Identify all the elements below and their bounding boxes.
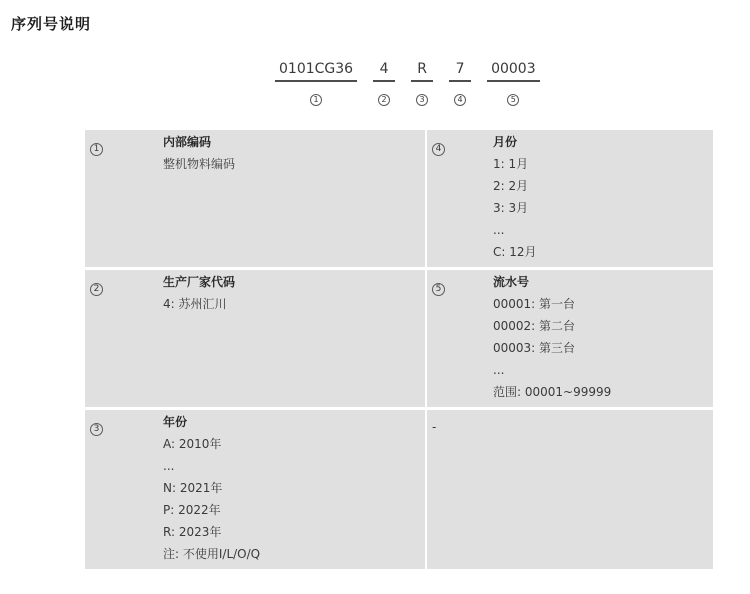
circled-number: 5 <box>432 283 445 296</box>
cell-line: ... <box>493 363 505 377</box>
cell-line: 注: 不使用I/L/O/Q <box>163 547 261 561</box>
cell-line: 00003: 第三台 <box>493 341 576 355</box>
table-cell-left <box>85 270 425 407</box>
cell-heading: 生产厂家代码 <box>163 275 236 289</box>
table-row <box>85 410 713 569</box>
circled-number: 1 <box>90 143 103 156</box>
serial-segment-marker <box>416 87 428 106</box>
serial-segment <box>449 60 471 106</box>
circled-number: 5 <box>507 94 519 106</box>
serial-segment-marker <box>310 87 322 106</box>
cell-line: 00001: 第一台 <box>493 297 576 311</box>
marker-column <box>90 131 163 175</box>
cell-line: P: 2022年 <box>163 503 221 517</box>
circled-number: 3 <box>416 94 428 106</box>
cell-line: R: 2023年 <box>163 525 222 539</box>
cell-heading: 内部编码 <box>163 135 212 149</box>
circled-number: 4 <box>432 143 445 156</box>
table-cell-right <box>427 130 713 267</box>
table-cell-right <box>427 270 713 407</box>
serial-segment-value: 4 <box>373 60 395 82</box>
page-title: 序列号说明 <box>11 15 92 33</box>
serial-segment-value: R <box>411 60 433 82</box>
cell-line: ... <box>493 223 505 237</box>
serial-number-diagram <box>275 60 540 106</box>
cell-line: 2: 2月 <box>493 179 529 193</box>
cell-line: ... <box>163 459 175 473</box>
cell-grid <box>90 271 425 315</box>
marker-column <box>90 411 163 565</box>
cell-heading: 月份 <box>493 135 518 149</box>
serial-segment-marker <box>507 87 519 106</box>
cell-line: A: 2010年 <box>163 437 222 451</box>
cell-grid <box>432 131 713 263</box>
cell-line: 3: 3月 <box>493 201 529 215</box>
marker-column <box>432 271 493 403</box>
serial-segment-value: 00003 <box>487 60 540 82</box>
circled-number: 2 <box>90 283 103 296</box>
circled-number: 4 <box>454 94 466 106</box>
cell-line: C: 12月 <box>493 245 537 259</box>
content-column <box>493 131 713 263</box>
content-column <box>163 271 425 315</box>
marker-column <box>432 131 493 263</box>
serial-segment <box>487 60 540 106</box>
table-cell-right <box>427 410 713 569</box>
cell-line: 整机物料编码 <box>163 157 236 171</box>
cell-heading: 年份 <box>163 415 188 429</box>
circled-number: 3 <box>90 423 103 436</box>
circled-number: 2 <box>378 94 390 106</box>
content-column <box>493 411 713 437</box>
content-column <box>493 271 713 403</box>
circled-number: 1 <box>310 94 322 106</box>
cell-grid <box>432 411 713 437</box>
cell-line: 1: 1月 <box>493 157 529 171</box>
table-cell-left <box>85 130 425 267</box>
content-column <box>163 411 425 565</box>
serial-segment <box>275 60 357 106</box>
serial-table <box>85 130 713 569</box>
marker-column <box>432 411 493 437</box>
cell-line: N: 2021年 <box>163 481 223 495</box>
table-row <box>85 270 713 407</box>
serial-segment <box>373 60 395 106</box>
dash-marker: - <box>432 420 437 434</box>
marker-column <box>90 271 163 315</box>
serial-segment-marker <box>378 87 390 106</box>
cell-line: 范围: 00001~99999 <box>493 385 612 399</box>
content-column <box>163 131 425 175</box>
cell-grid <box>90 411 425 565</box>
cell-line: 4: 苏州汇川 <box>163 297 227 311</box>
cell-line: 00002: 第二台 <box>493 319 576 333</box>
cell-heading: 流水号 <box>493 275 530 289</box>
serial-segment-value: 0101CG36 <box>275 60 357 82</box>
serial-segment-marker <box>454 87 466 106</box>
cell-grid <box>432 271 713 403</box>
cell-grid <box>90 131 425 175</box>
serial-segment-value: 7 <box>449 60 471 82</box>
serial-segment <box>411 60 433 106</box>
table-cell-left <box>85 410 425 569</box>
table-row <box>85 130 713 267</box>
